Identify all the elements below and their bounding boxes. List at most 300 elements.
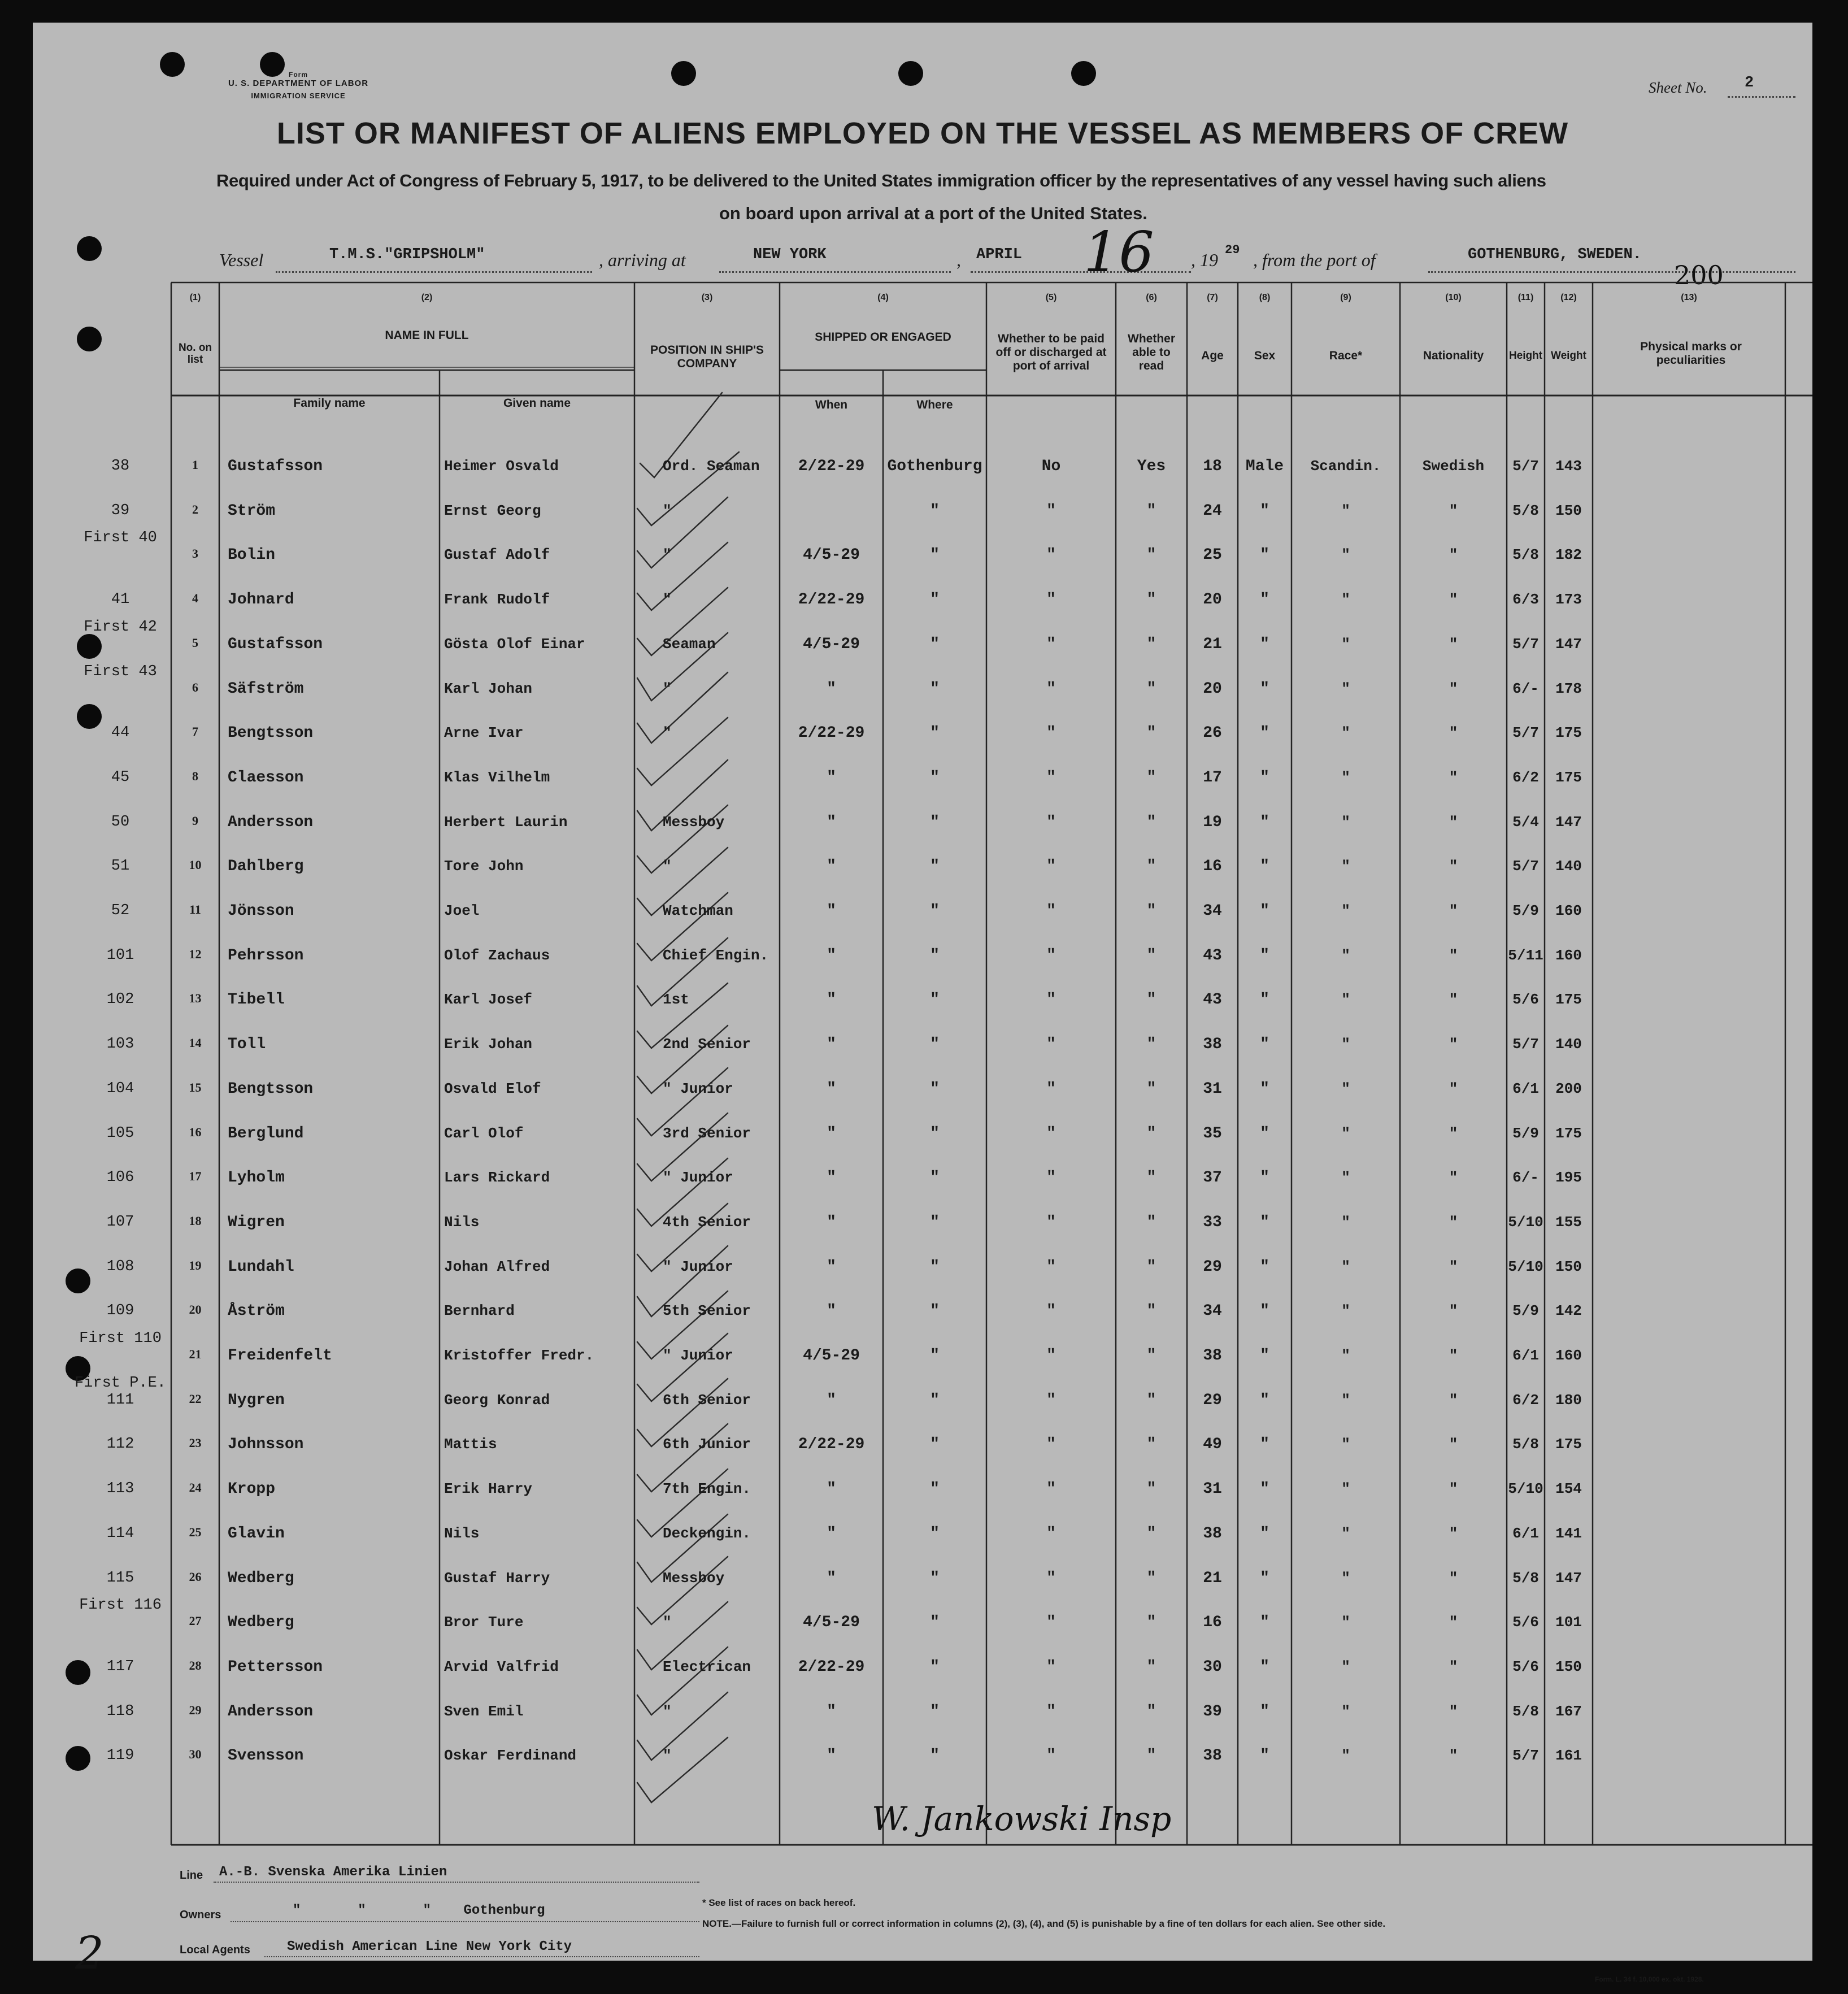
cell-race: " (1341, 1258, 1350, 1275)
cell-position: Messboy (663, 814, 725, 831)
row-number: 5 (192, 636, 198, 650)
cell-age: 21 (1203, 1570, 1222, 1587)
cell-position: 7th Engin. (663, 1480, 751, 1497)
cell-where: " (930, 724, 940, 742)
cell-race: " (1341, 902, 1350, 919)
cell-position: " (663, 724, 672, 741)
cell-family: Bolin (228, 546, 276, 564)
cell-weight: 180 (1555, 1392, 1582, 1409)
header-name-in-full: NAME IN FULL (385, 329, 469, 342)
row-number: 30 (189, 1747, 202, 1761)
cell-race: " (1341, 1703, 1350, 1720)
row-number: 3 (192, 546, 198, 561)
cell-read: " (1146, 680, 1156, 698)
cell-nat: " (1449, 1614, 1458, 1631)
header-when: When (815, 398, 848, 411)
row-number: 23 (189, 1436, 202, 1450)
row-reference: 107 (106, 1214, 134, 1231)
cell-when: " (827, 1169, 836, 1187)
row-reference: 106 (106, 1169, 134, 1186)
row-number: 22 (189, 1392, 202, 1406)
cell-height: 6/- (1512, 1169, 1539, 1186)
cell-where: " (930, 1480, 940, 1498)
cell-sex: " (1260, 902, 1269, 920)
cell-when: " (827, 1703, 836, 1721)
cell-position: 4th Senior (663, 1214, 751, 1231)
cell-read: " (1146, 1570, 1156, 1587)
row-number: 24 (189, 1480, 202, 1495)
cell-age: 17 (1203, 769, 1222, 787)
cell-where: " (930, 1392, 940, 1409)
cell-given: Frank Rudolf (444, 591, 550, 608)
cell-nat: " (1449, 858, 1458, 875)
cell-sex: " (1260, 769, 1269, 787)
agents-value: Swedish American Line New York City (287, 1939, 572, 1954)
cell-nat: " (1449, 1302, 1458, 1319)
cell-age: 29 (1203, 1392, 1222, 1409)
colnum-8: (8) (1259, 293, 1271, 302)
row-reference: 108 (106, 1258, 134, 1275)
header-age: Age (1201, 349, 1224, 362)
cell-nat: " (1449, 680, 1458, 697)
cell-height: 5/8 (1512, 502, 1539, 519)
cell-read: " (1146, 546, 1156, 564)
cell-sex: " (1260, 1392, 1269, 1409)
cell-position: Electrican (663, 1658, 751, 1675)
row-number: 8 (192, 769, 198, 783)
row-number: 12 (189, 947, 202, 961)
cell-read: " (1146, 991, 1156, 1009)
cell-age: 26 (1203, 724, 1222, 742)
cell-family: Glavin (228, 1525, 285, 1543)
cell-family: Gustafsson (228, 636, 323, 653)
cell-position: 1st (663, 991, 689, 1008)
cell-position: 5th Senior (663, 1302, 751, 1319)
dept-form-label: Form (289, 71, 308, 79)
cell-read: " (1146, 1525, 1156, 1543)
cell-position: 2nd Senior (663, 1036, 751, 1053)
cell-age: 30 (1203, 1658, 1222, 1676)
cell-race: " (1341, 1525, 1350, 1542)
cell-given: Gösta Olof Einar (444, 636, 585, 653)
cell-given: Lars Rickard (444, 1169, 550, 1186)
cell-nat: " (1449, 1436, 1458, 1453)
cell-family: Johnard (228, 591, 294, 609)
cell-position: " Junior (663, 1347, 733, 1364)
cell-when: " (827, 680, 836, 698)
cell-family: Ström (228, 502, 276, 520)
cell-paid: " (1046, 1258, 1056, 1276)
cell-nat: " (1449, 1214, 1458, 1231)
cell-age: 43 (1203, 947, 1222, 965)
cell-nat: " (1449, 1392, 1458, 1409)
row-reference: First 43 (84, 663, 157, 680)
cell-weight: 175 (1555, 1125, 1582, 1142)
header-position: POSITION IN SHIP'S COMPANY (650, 344, 764, 370)
colnum-10: (10) (1445, 293, 1462, 302)
row-reference: First 42 (84, 619, 157, 636)
cell-weight: 160 (1555, 902, 1582, 919)
cell-weight: 178 (1555, 680, 1582, 697)
cell-height: 5/7 (1512, 1036, 1539, 1053)
cell-sex: " (1260, 1658, 1269, 1676)
cell-race: " (1341, 680, 1350, 697)
cell-position: Deckengin. (663, 1525, 751, 1542)
cell-position: " (663, 502, 672, 519)
cell-paid: " (1046, 502, 1056, 520)
cell-height: 5/11 (1508, 947, 1543, 964)
cell-sex: " (1260, 1436, 1269, 1453)
from-port-label: , from the port of (1253, 250, 1376, 270)
header-paid-off: Whether to be paid off or discharged at port of arrival (995, 332, 1107, 372)
cell-where: " (930, 546, 940, 564)
service-name: IMMIGRATION SERVICE (251, 92, 346, 100)
cell-position: Chief Engin. (663, 947, 769, 964)
cell-race: " (1341, 502, 1350, 519)
cell-paid: " (1046, 636, 1056, 653)
cell-nat: " (1449, 724, 1458, 741)
cell-height: 5/8 (1512, 1570, 1539, 1587)
row-number: 21 (189, 1347, 202, 1361)
cell-weight: 175 (1555, 991, 1582, 1008)
row-reference: 101 (106, 947, 134, 964)
page-title: LIST OR MANIFEST OF ALIENS EMPLOYED ON THE VESSEL AS MEMBERS OF CREW (276, 116, 1569, 150)
cell-where: " (930, 636, 940, 653)
cell-age: 33 (1203, 1214, 1222, 1231)
cell-where: " (930, 1214, 940, 1231)
cell-age: 34 (1203, 902, 1222, 920)
cell-sex: " (1260, 858, 1269, 875)
cell-sex: " (1260, 680, 1269, 698)
cell-given: Bernhard (444, 1302, 515, 1319)
row-number: 25 (189, 1525, 202, 1539)
row-reference: 51 (111, 858, 130, 875)
arrival-month: APRIL (976, 246, 1023, 263)
cell-height: 5/6 (1512, 991, 1539, 1008)
cell-given: Carl Olof (444, 1125, 524, 1142)
cell-nat: " (1449, 636, 1458, 653)
cell-weight: 150 (1555, 502, 1582, 519)
cell-where: " (930, 1036, 940, 1053)
cell-nat: " (1449, 947, 1458, 964)
cell-nat: " (1449, 991, 1458, 1008)
cell-sex: " (1260, 814, 1269, 831)
cell-family: Tibell (228, 991, 285, 1009)
cell-nat: " (1449, 1570, 1458, 1587)
cell-race: " (1341, 1480, 1350, 1497)
row-reference: 104 (106, 1080, 134, 1097)
cell-age: 20 (1203, 680, 1222, 698)
row-reference: 38 (111, 458, 130, 475)
cell-age: 34 (1203, 1302, 1222, 1320)
cell-position: " (663, 858, 672, 875)
cell-height: 5/7 (1512, 1747, 1539, 1764)
row-number: 13 (189, 991, 202, 1005)
cell-height: 6/1 (1512, 1525, 1539, 1542)
cell-read: " (1146, 636, 1156, 653)
header-shipped: SHIPPED OR ENGAGED (815, 331, 951, 344)
cell-age: 35 (1203, 1125, 1222, 1142)
cell-paid: " (1046, 1302, 1056, 1320)
cell-where: " (930, 1658, 940, 1676)
cell-read: " (1146, 858, 1156, 875)
cell-when: " (827, 1480, 836, 1498)
cell-age: 49 (1203, 1436, 1222, 1453)
cell-position: 6th Senior (663, 1392, 751, 1409)
row-number: 16 (189, 1125, 202, 1139)
row-reference: 119 (106, 1747, 134, 1764)
cell-paid: " (1046, 680, 1056, 698)
subtitle-line-2: on board upon arrival at a port of the United States. (719, 203, 1147, 223)
cell-given: Arne Ivar (444, 724, 524, 741)
cell-when: 4/5-29 (803, 1347, 860, 1365)
cell-race: " (1341, 591, 1350, 608)
cell-nat: " (1449, 769, 1458, 786)
colnum-9: (9) (1340, 293, 1351, 302)
cell-read: " (1146, 724, 1156, 742)
cell-height: 6/- (1512, 680, 1539, 697)
cell-family: Nygren (228, 1392, 285, 1409)
cell-where: " (930, 1258, 940, 1276)
cell-paid: " (1046, 1480, 1056, 1498)
cell-when: " (827, 1258, 836, 1276)
cell-height: 5/10 (1508, 1258, 1543, 1275)
header-weight: Weight (1551, 350, 1586, 362)
cell-family: Wedberg (228, 1570, 294, 1587)
cell-nat: " (1449, 1258, 1458, 1275)
cell-race: " (1341, 1125, 1350, 1142)
cell-given: Ernst Georg (444, 502, 541, 519)
cell-family: Freidenfelt (228, 1347, 332, 1365)
cell-given: Gustaf Adolf (444, 546, 550, 563)
cell-race: " (1341, 1036, 1350, 1053)
cell-family: Andersson (228, 1703, 314, 1721)
form-code: Form. L. 34 f. 10,000 ex. okt. 1928. (1595, 1975, 1704, 1983)
cell-sex: " (1260, 1302, 1269, 1320)
subtitle-line-1: Required under Act of Congress of February 5, 1917, to be delivered to the United States immigration officer by the representatives of any vessel having such aliens (216, 171, 1546, 190)
cell-where: " (930, 1302, 940, 1320)
cell-race: " (1341, 1347, 1350, 1364)
cell-position: Ord. Seaman (663, 458, 760, 475)
cell-nat: " (1449, 902, 1458, 919)
cell-age: 19 (1203, 814, 1222, 831)
cell-age: 16 (1203, 858, 1222, 875)
cell-nat: " (1449, 1480, 1458, 1497)
cell-race: " (1341, 1570, 1350, 1587)
cell-when: " (827, 947, 836, 965)
manifest-sheet (33, 23, 1812, 1983)
row-number: 11 (189, 902, 201, 916)
cell-when: " (827, 902, 836, 920)
row-number: 17 (189, 1169, 202, 1183)
cell-family: Bengtsson (228, 724, 314, 742)
row-reference: 113 (106, 1480, 134, 1497)
cell-family: Pehrsson (228, 947, 304, 965)
cell-height: 5/7 (1512, 858, 1539, 875)
cell-read: " (1146, 1169, 1156, 1187)
cell-weight: 101 (1555, 1614, 1582, 1631)
colnum-4: (4) (877, 293, 889, 302)
cell-race: " (1341, 814, 1350, 831)
cell-sex: " (1260, 1258, 1269, 1276)
cell-paid: " (1046, 769, 1056, 787)
races-note: * See list of races on back hereof. (702, 1897, 856, 1908)
cell-given: Herbert Laurin (444, 814, 568, 831)
cell-age: 25 (1203, 546, 1222, 564)
cell-position: 3rd Senior (663, 1125, 751, 1142)
cell-nat: " (1449, 1658, 1458, 1675)
cell-family: Wedberg (228, 1614, 294, 1631)
cell-when: 2/22-29 (798, 1436, 865, 1453)
row-number: 9 (192, 814, 198, 828)
cell-age: 38 (1203, 1036, 1222, 1053)
row-number: 20 (189, 1302, 202, 1317)
cell-given: Osvald Elof (444, 1080, 541, 1097)
cell-where: " (930, 991, 940, 1009)
cell-family: Åström (228, 1302, 285, 1320)
vessel-name: T.M.S."GRIPSHOLM" (329, 246, 485, 263)
row-reference: First P.E. 111 (74, 1375, 167, 1409)
cell-when: " (827, 1036, 836, 1053)
row-reference: 103 (106, 1036, 134, 1053)
cell-sex: " (1260, 1703, 1269, 1721)
cell-paid: " (1046, 546, 1056, 564)
cell-sex: " (1260, 991, 1269, 1009)
cell-where: " (930, 591, 940, 609)
cell-family: Bengtsson (228, 1080, 314, 1098)
header-given-name: Given name (503, 397, 571, 410)
cell-weight: 142 (1555, 1302, 1582, 1319)
colnum-5: (5) (1045, 293, 1057, 302)
cell-nat: " (1449, 1036, 1458, 1053)
cell-family: Toll (228, 1036, 266, 1053)
cell-family: Johnsson (228, 1436, 304, 1453)
cell-sex: " (1260, 1614, 1269, 1631)
cell-age: 24 (1203, 502, 1222, 520)
cell-family: Lyholm (228, 1169, 285, 1187)
cell-weight: 155 (1555, 1214, 1582, 1231)
arrival-day-handwritten: 16 (1084, 220, 1154, 285)
cell-where: " (930, 858, 940, 875)
row-reference: 114 (106, 1525, 134, 1542)
row-reference: 105 (106, 1125, 134, 1142)
cell-age: 29 (1203, 1258, 1222, 1276)
cell-position: " (663, 1747, 672, 1764)
cell-race: " (1341, 1747, 1350, 1764)
cell-paid: " (1046, 814, 1056, 831)
cell-when: 2/22-29 (798, 724, 865, 742)
cell-weight: 200 (1555, 1080, 1582, 1097)
cell-sex: Male (1245, 458, 1284, 475)
cell-sex: " (1260, 1747, 1269, 1765)
cell-weight: 147 (1555, 636, 1582, 653)
cell-weight: 150 (1555, 1258, 1582, 1275)
cell-read: " (1146, 1080, 1156, 1098)
line-label: Line (180, 1869, 203, 1882)
cell-where: " (930, 1570, 940, 1587)
cell-when: " (827, 1125, 836, 1142)
cell-height: 5/8 (1512, 1436, 1539, 1453)
cell-sex: " (1260, 947, 1269, 965)
cell-height: 5/9 (1512, 902, 1539, 919)
row-reference: 41 (111, 591, 130, 608)
cell-read: " (1146, 1258, 1156, 1276)
cell-weight: 167 (1555, 1703, 1582, 1720)
arriving-label: , arriving at (599, 250, 686, 270)
colnum-7: (7) (1207, 293, 1218, 302)
cell-height: 5/9 (1512, 1302, 1539, 1319)
cell-paid: " (1046, 1125, 1056, 1142)
cell-race: " (1341, 636, 1350, 653)
cell-race: " (1341, 1614, 1350, 1631)
cell-weight: 147 (1555, 1570, 1582, 1587)
cell-given: Tore John (444, 858, 524, 875)
cell-family: Svensson (228, 1747, 304, 1765)
cell-paid: " (1046, 1347, 1056, 1365)
cell-where: " (930, 814, 940, 831)
cell-weight: 140 (1555, 858, 1582, 875)
cell-sex: " (1260, 724, 1269, 742)
inspector-signature: W. Jankowski Insp (872, 1800, 1172, 1838)
cell-sex: " (1260, 1214, 1269, 1231)
cell-given: Joel (444, 902, 480, 919)
cell-family: Lundahl (228, 1258, 294, 1276)
cell-race: " (1341, 1080, 1350, 1097)
cell-position: 6th Junior (663, 1436, 751, 1453)
year-suffix: 29 (1225, 243, 1240, 257)
cell-age: 38 (1203, 1347, 1222, 1365)
row-reference: 50 (111, 814, 130, 831)
cell-where: " (930, 1436, 940, 1453)
cell-race: " (1341, 858, 1350, 875)
cell-family: Jönsson (228, 902, 294, 920)
agents-label: Local Agents (180, 1944, 250, 1956)
cell-nat: " (1449, 1703, 1458, 1720)
cell-height: 5/8 (1512, 546, 1539, 563)
row-number: 7 (192, 724, 198, 738)
cell-read: " (1146, 1125, 1156, 1142)
cell-position: " (663, 591, 672, 608)
cell-where: " (930, 1747, 940, 1765)
row-reference: 112 (106, 1436, 134, 1453)
cell-position: Messboy (663, 1570, 725, 1587)
cell-weight: 161 (1555, 1747, 1582, 1764)
cell-nat: " (1449, 1525, 1458, 1542)
cell-weight: 154 (1555, 1480, 1582, 1497)
cell-weight: 175 (1555, 769, 1582, 786)
owners-label: Owners (180, 1909, 221, 1921)
cell-position: " Junior (663, 1169, 733, 1186)
cell-height: 6/3 (1512, 591, 1539, 608)
cell-position: " (663, 1703, 672, 1720)
cell-weight: 175 (1555, 1436, 1582, 1453)
cell-sex: " (1260, 1480, 1269, 1498)
cell-where: " (930, 502, 940, 520)
cell-when: " (827, 1302, 836, 1320)
row-number: 27 (189, 1614, 202, 1628)
cell-age: 18 (1203, 458, 1222, 475)
row-number: 26 (189, 1570, 202, 1584)
cell-position: " Junior (663, 1080, 733, 1097)
cell-given: Erik Harry (444, 1480, 533, 1497)
cell-where: " (930, 1703, 940, 1721)
cell-sex: " (1260, 1036, 1269, 1053)
cell-position: Seaman (663, 636, 716, 653)
row-number: 15 (189, 1080, 202, 1094)
cell-paid: " (1046, 1703, 1056, 1721)
from-port: GOTHENBURG, SWEDEN. (1468, 246, 1642, 263)
cell-sex: " (1260, 1125, 1269, 1142)
